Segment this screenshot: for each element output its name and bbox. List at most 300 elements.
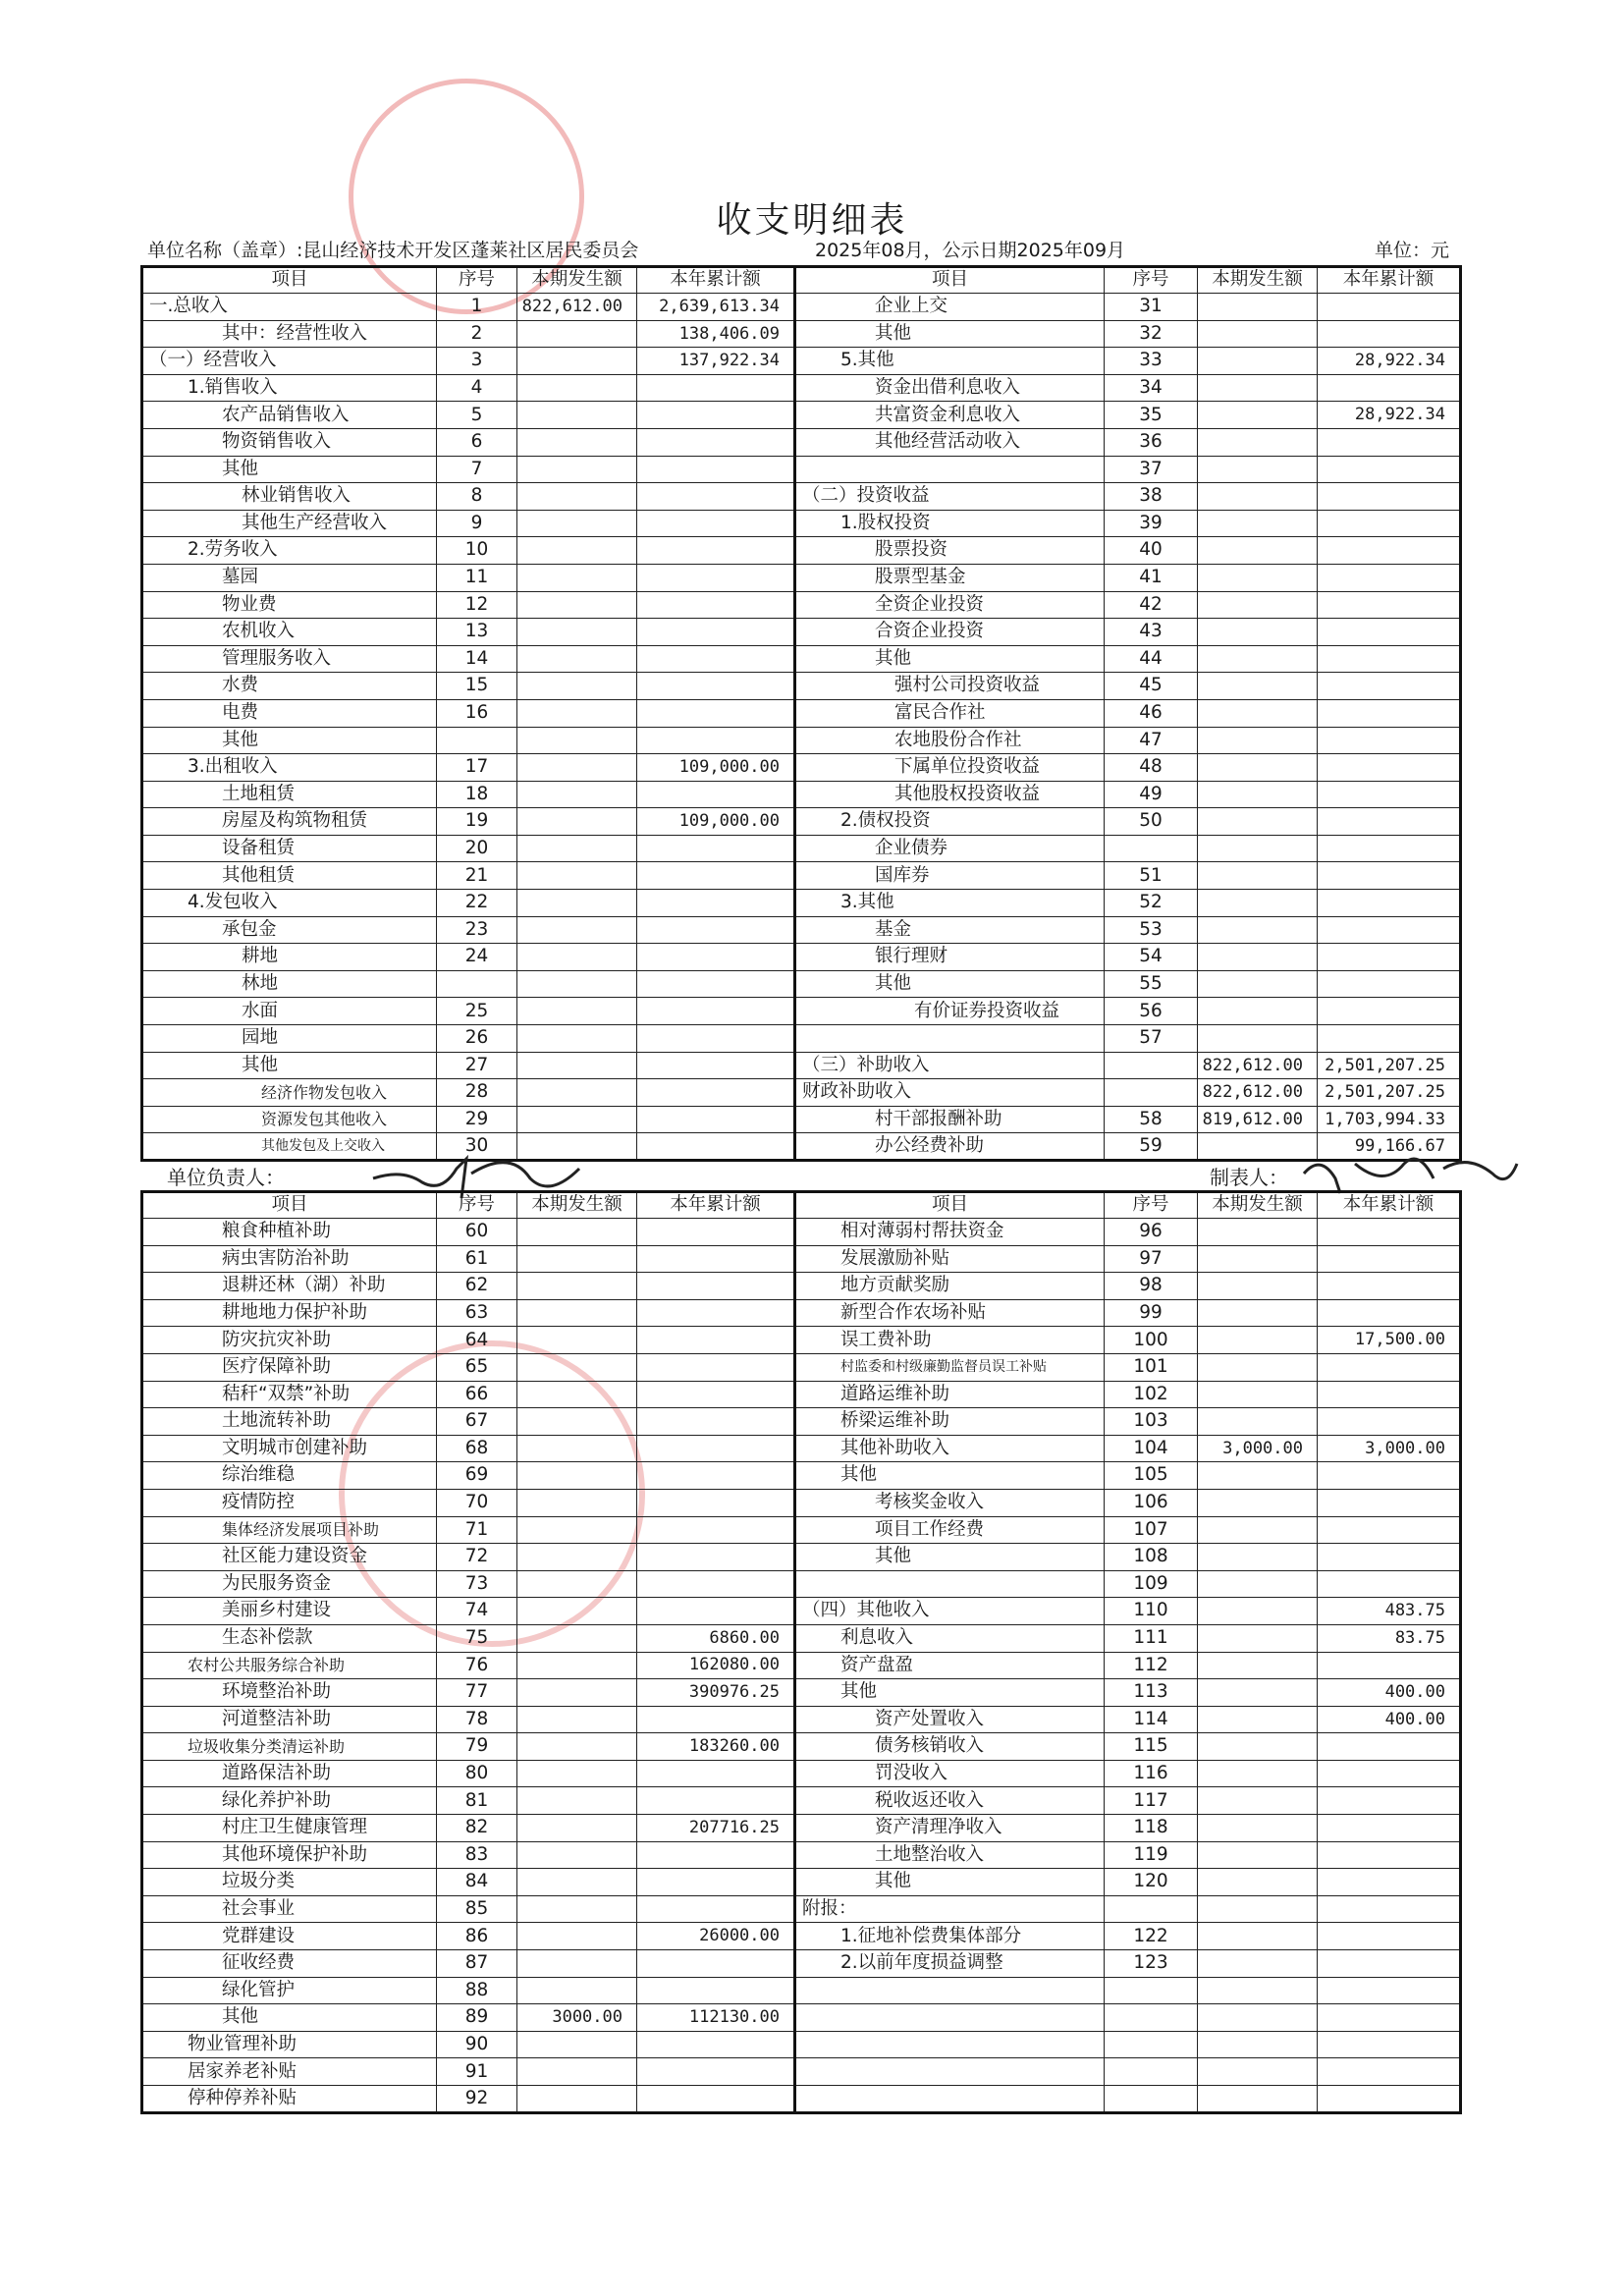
column-header-item: 项目 <box>795 1192 1105 1219</box>
current-amount-cell <box>1198 2086 1318 2113</box>
current-amount-cell <box>1198 591 1318 619</box>
ytd-amount-cell <box>1318 1245 1461 1273</box>
row-number-cell: 24 <box>437 944 517 971</box>
current-amount-cell <box>1198 781 1318 808</box>
row-number-cell: 38 <box>1105 483 1198 511</box>
current-amount-cell <box>1198 1950 1318 1978</box>
ytd-amount-cell: 2,501,207.25 <box>1318 1079 1461 1107</box>
row-number-cell: 79 <box>437 1733 517 1761</box>
row-number-cell: 113 <box>1105 1679 1198 1707</box>
table-row <box>142 1435 1461 1462</box>
row-number-cell: 122 <box>1105 1923 1198 1950</box>
row-number-cell: 17 <box>437 754 517 782</box>
item-name-cell: 耕地地力保护补助 <box>142 1299 437 1327</box>
item-name-cell: 集体经济发展项目补助 <box>142 1516 437 1544</box>
table-row <box>142 1353 1461 1381</box>
table-row <box>142 1516 1461 1544</box>
ytd-amount-cell <box>1318 1408 1461 1436</box>
current-amount-cell <box>517 890 637 917</box>
current-amount-cell <box>517 1895 637 1923</box>
item-name-cell: 党群建设 <box>142 1923 437 1950</box>
row-number-cell: 71 <box>437 1516 517 1544</box>
item-name-cell: 道路运维补助 <box>795 1381 1105 1408</box>
row-number-cell: 72 <box>437 1544 517 1571</box>
column-header-item: 项目 <box>795 267 1105 294</box>
current-amount-cell <box>1198 890 1318 917</box>
ytd-amount-cell <box>1318 1489 1461 1516</box>
table-row <box>142 862 1461 890</box>
row-number-cell: 34 <box>1105 374 1198 402</box>
ytd-amount-cell <box>637 564 795 591</box>
ytd-amount-cell <box>1318 1977 1461 2004</box>
current-amount-cell <box>517 699 637 727</box>
item-name-cell: 合资企业投资 <box>795 619 1105 646</box>
ytd-amount-cell: 162080.00 <box>637 1652 795 1679</box>
item-name-cell: 为民服务资金 <box>142 1570 437 1598</box>
current-amount-cell <box>1198 1327 1318 1354</box>
row-number-cell: 88 <box>437 1977 517 2004</box>
item-name-cell: 1.销售收入 <box>142 374 437 402</box>
table-row <box>142 510 1461 537</box>
column-header-current: 本期发生额 <box>517 267 637 294</box>
ytd-amount-cell <box>637 2086 795 2113</box>
item-name-cell: 环境整治补助 <box>142 1679 437 1707</box>
current-amount-cell <box>517 1841 637 1869</box>
item-name-cell: 物资销售收入 <box>142 428 437 456</box>
row-number-cell: 65 <box>437 1353 517 1381</box>
item-name-cell: 停种停养补贴 <box>142 2086 437 2113</box>
table-row <box>142 890 1461 917</box>
row-number-cell: 9 <box>437 510 517 537</box>
item-name-cell: 下属单位投资收益 <box>795 754 1105 782</box>
current-amount-cell <box>1198 1381 1318 1408</box>
current-amount-cell <box>517 1025 637 1053</box>
row-number-cell: 33 <box>1105 348 1198 375</box>
ytd-amount-cell <box>637 537 795 565</box>
current-amount-cell: 819,612.00 <box>1198 1106 1318 1133</box>
ytd-amount-cell <box>1318 699 1461 727</box>
ytd-amount-cell <box>1318 564 1461 591</box>
row-number-cell: 100 <box>1105 1327 1198 1354</box>
column-header-ytd: 本年累计额 <box>1318 1192 1461 1219</box>
row-number-cell: 32 <box>1105 320 1198 348</box>
current-amount-cell <box>1198 1841 1318 1869</box>
row-number-cell <box>437 970 517 998</box>
item-name-cell: 3.出租收入 <box>142 754 437 782</box>
item-name-cell: 林业销售收入 <box>142 483 437 511</box>
row-number-cell: 7 <box>437 456 517 483</box>
current-amount-cell <box>1198 1133 1318 1161</box>
ytd-amount-cell: 137,922.34 <box>637 348 795 375</box>
item-name-cell: 农产品销售收入 <box>142 402 437 429</box>
ytd-amount-cell: 83.75 <box>1318 1624 1461 1652</box>
item-name-cell: 文明城市创建补助 <box>142 1435 437 1462</box>
current-amount-cell <box>1198 1598 1318 1625</box>
item-name-cell: 资产处置收入 <box>795 1706 1105 1733</box>
item-name-cell: 企业债券 <box>795 835 1105 862</box>
item-name-cell: 发展激励补贴 <box>795 1245 1105 1273</box>
current-amount-cell <box>517 483 637 511</box>
row-number-cell: 18 <box>437 781 517 808</box>
table-row <box>142 1052 1461 1079</box>
current-amount-cell <box>517 1733 637 1761</box>
ytd-amount-cell <box>1318 835 1461 862</box>
row-number-cell: 42 <box>1105 591 1198 619</box>
ytd-amount-cell <box>1318 2031 1461 2058</box>
item-name-cell: 国库券 <box>795 862 1105 890</box>
current-amount-cell <box>517 1462 637 1490</box>
ytd-amount-cell <box>637 1408 795 1436</box>
table-row <box>142 970 1461 998</box>
current-amount-cell <box>1198 835 1318 862</box>
table-row <box>142 619 1461 646</box>
item-name-cell: 债务核销收入 <box>795 1733 1105 1761</box>
current-amount-cell <box>517 1950 637 1978</box>
current-amount-cell <box>517 591 637 619</box>
row-number-cell: 81 <box>437 1787 517 1815</box>
current-amount-cell <box>1198 1516 1318 1544</box>
current-amount-cell <box>517 1516 637 1544</box>
column-header-current: 本期发生额 <box>1198 267 1318 294</box>
item-name-cell: 其他 <box>795 1869 1105 1896</box>
item-name-cell: 考核奖金收入 <box>795 1489 1105 1516</box>
table-row <box>142 374 1461 402</box>
ytd-amount-cell <box>637 1544 795 1571</box>
table-row <box>142 998 1461 1025</box>
ytd-amount-cell <box>637 1273 795 1300</box>
item-name-cell: 其他 <box>142 2004 437 2032</box>
current-amount-cell: 822,612.00 <box>517 294 637 321</box>
item-name-cell: 3.其他 <box>795 890 1105 917</box>
table-row <box>142 2086 1461 2113</box>
ytd-amount-cell <box>637 1381 795 1408</box>
row-number-cell: 12 <box>437 591 517 619</box>
table-row <box>142 1245 1461 1273</box>
current-amount-cell <box>517 1652 637 1679</box>
ytd-amount-cell <box>637 835 795 862</box>
ytd-amount-cell <box>637 1841 795 1869</box>
ytd-amount-cell <box>1318 1787 1461 1815</box>
item-name-cell: 粮食种植补助 <box>142 1219 437 1246</box>
row-number-cell: 96 <box>1105 1219 1198 1246</box>
row-number-cell: 108 <box>1105 1544 1198 1571</box>
item-name-cell: 股票型基金 <box>795 564 1105 591</box>
item-name-cell: 园地 <box>142 1025 437 1053</box>
ytd-amount-cell <box>1318 591 1461 619</box>
column-header-item: 项目 <box>142 1192 437 1219</box>
current-amount-cell <box>517 456 637 483</box>
row-number-cell: 104 <box>1105 1435 1198 1462</box>
item-name-cell: 农机收入 <box>142 619 437 646</box>
item-name-cell: 物业管理补助 <box>142 2031 437 2058</box>
item-name-cell: 墓园 <box>142 564 437 591</box>
ytd-amount-cell <box>637 673 795 700</box>
current-amount-cell <box>1198 1299 1318 1327</box>
item-name-cell: 垃圾收集分类清运补助 <box>142 1733 437 1761</box>
current-amount-cell <box>517 1489 637 1516</box>
current-amount-cell <box>517 402 637 429</box>
row-number-cell: 52 <box>1105 890 1198 917</box>
row-number-cell: 119 <box>1105 1841 1198 1869</box>
ytd-amount-cell <box>637 402 795 429</box>
ytd-amount-cell <box>637 619 795 646</box>
row-number-cell: 76 <box>437 1652 517 1679</box>
ytd-amount-cell <box>1318 1570 1461 1598</box>
row-number-cell: 69 <box>437 1462 517 1490</box>
row-number-cell: 15 <box>437 673 517 700</box>
row-number-cell: 56 <box>1105 998 1198 1025</box>
current-amount-cell <box>1198 320 1318 348</box>
row-number-cell: 4 <box>437 374 517 402</box>
row-number-cell: 8 <box>437 483 517 511</box>
row-number-cell: 109 <box>1105 1570 1198 1598</box>
ytd-amount-cell <box>637 1895 795 1923</box>
current-amount-cell <box>1198 916 1318 944</box>
ytd-amount-cell <box>1318 294 1461 321</box>
column-header-no: 序号 <box>1105 267 1198 294</box>
ytd-amount-cell <box>637 1516 795 1544</box>
table-row <box>142 428 1461 456</box>
current-amount-cell <box>517 348 637 375</box>
ytd-amount-cell <box>1318 1516 1461 1544</box>
ytd-amount-cell <box>1318 890 1461 917</box>
ytd-amount-cell: 138,406.09 <box>637 320 795 348</box>
row-number-cell: 49 <box>1105 781 1198 808</box>
income-table-part2 <box>140 1190 1462 2114</box>
item-name-cell: 医疗保障补助 <box>142 1353 437 1381</box>
ytd-amount-cell <box>637 2058 795 2086</box>
current-amount-cell <box>517 1106 637 1133</box>
item-name-cell: 物业费 <box>142 591 437 619</box>
row-number-cell: 45 <box>1105 673 1198 700</box>
item-name-cell: （一）经营收入 <box>142 348 437 375</box>
ytd-amount-cell <box>637 1760 795 1787</box>
row-number-cell: 63 <box>437 1299 517 1327</box>
row-number-cell: 27 <box>437 1052 517 1079</box>
ytd-amount-cell <box>637 781 795 808</box>
item-name-cell: 电费 <box>142 699 437 727</box>
ytd-amount-cell <box>637 1079 795 1107</box>
current-amount-cell <box>1198 970 1318 998</box>
item-name-cell: 企业上交 <box>795 294 1105 321</box>
responsible-person-label: 单位负责人： <box>167 1166 285 1189</box>
item-name-cell: 承包金 <box>142 916 437 944</box>
row-number-cell: 40 <box>1105 537 1198 565</box>
row-number-cell: 48 <box>1105 754 1198 782</box>
row-number-cell: 99 <box>1105 1299 1198 1327</box>
current-amount-cell <box>1198 944 1318 971</box>
column-header-no: 序号 <box>437 1192 517 1219</box>
ytd-amount-cell <box>1318 1950 1461 1978</box>
item-name-cell: 其他发包及上交收入 <box>142 1133 437 1161</box>
ytd-amount-cell <box>637 1570 795 1598</box>
current-amount-cell <box>1198 1624 1318 1652</box>
item-name-cell: 利息收入 <box>795 1624 1105 1652</box>
table-row <box>142 1895 1461 1923</box>
table-row <box>142 1706 1461 1733</box>
ytd-amount-cell <box>1318 1544 1461 1571</box>
row-number-cell: 5 <box>437 402 517 429</box>
row-number-cell: 106 <box>1105 1489 1198 1516</box>
ytd-amount-cell <box>1318 428 1461 456</box>
current-amount-cell <box>517 1679 637 1707</box>
row-number-cell: 117 <box>1105 1787 1198 1815</box>
item-name-cell: 其他 <box>795 1679 1105 1707</box>
current-amount-cell <box>517 1706 637 1733</box>
item-name-cell: 农村公共服务综合补助 <box>142 1652 437 1679</box>
ytd-amount-cell <box>1318 1815 1461 1842</box>
current-amount-cell <box>517 537 637 565</box>
current-amount-cell <box>1198 1462 1318 1490</box>
current-amount-cell <box>517 1245 637 1273</box>
item-name-cell: 设备租赁 <box>142 835 437 862</box>
item-name-cell: 2.债权投资 <box>795 808 1105 836</box>
current-amount-cell <box>517 510 637 537</box>
item-name-cell: 其他股权投资收益 <box>795 781 1105 808</box>
ytd-amount-cell <box>1318 483 1461 511</box>
item-name-cell: 其他 <box>795 1462 1105 1490</box>
table-row <box>142 1598 1461 1625</box>
item-name-cell: 银行理财 <box>795 944 1105 971</box>
item-name-cell: 1.征地补偿费集体部分 <box>795 1923 1105 1950</box>
item-name-cell: 林地 <box>142 970 437 998</box>
ytd-amount-cell <box>1318 727 1461 754</box>
table-row <box>142 2058 1461 2086</box>
ytd-amount-cell <box>1318 1923 1461 1950</box>
ytd-amount-cell <box>637 1052 795 1079</box>
item-name-cell: 病虫害防治补助 <box>142 1245 437 1273</box>
ytd-amount-cell <box>637 1977 795 2004</box>
row-number-cell: 59 <box>1105 1133 1198 1161</box>
item-name-cell: 耕地 <box>142 944 437 971</box>
ytd-amount-cell <box>1318 537 1461 565</box>
table-row <box>142 2004 1461 2032</box>
current-amount-cell <box>1198 402 1318 429</box>
current-amount-cell <box>1198 1353 1318 1381</box>
ytd-amount-cell <box>1318 1652 1461 1679</box>
column-header-no: 序号 <box>437 267 517 294</box>
row-number-cell: 70 <box>437 1489 517 1516</box>
current-amount-cell <box>517 320 637 348</box>
item-name-cell: 资产清理净收入 <box>795 1815 1105 1842</box>
item-name-cell: 美丽乡村建设 <box>142 1598 437 1625</box>
table-row <box>142 1841 1461 1869</box>
row-number-cell: 90 <box>437 2031 517 2058</box>
unit-name-label: 单位名称（盖章）:昆山经济技术开发区蓬莱社区居民委员会 <box>147 240 639 261</box>
row-number-cell: 112 <box>1105 1652 1198 1679</box>
ytd-amount-cell: 483.75 <box>1318 1598 1461 1625</box>
item-name-cell <box>795 1025 1105 1053</box>
ytd-amount-cell: 109,000.00 <box>637 754 795 782</box>
table-row <box>142 1544 1461 1571</box>
current-amount-cell <box>517 1923 637 1950</box>
column-header-ytd: 本年累计额 <box>637 1192 795 1219</box>
row-number-cell: 1 <box>437 294 517 321</box>
row-number-cell: 58 <box>1105 1106 1198 1133</box>
ytd-amount-cell <box>637 970 795 998</box>
row-number-cell: 28 <box>437 1079 517 1107</box>
income-table-part1 <box>140 265 1462 1162</box>
row-number-cell: 85 <box>437 1895 517 1923</box>
ytd-amount-cell <box>1318 781 1461 808</box>
table-row <box>142 1025 1461 1053</box>
row-number-cell: 67 <box>437 1408 517 1436</box>
item-name-cell: 其他 <box>142 456 437 483</box>
row-number-cell: 75 <box>437 1624 517 1652</box>
row-number-cell <box>1105 1977 1198 2004</box>
ytd-amount-cell: 6860.00 <box>637 1624 795 1652</box>
current-amount-cell <box>517 1815 637 1842</box>
item-name-cell: 其他经营活动收入 <box>795 428 1105 456</box>
current-amount-cell <box>517 1977 637 2004</box>
ytd-amount-cell <box>637 456 795 483</box>
item-name-cell: 土地整治收入 <box>795 1841 1105 1869</box>
current-amount-cell <box>1198 1869 1318 1896</box>
period-label: 2025年08月，公示日期2025年09月 <box>815 240 1126 261</box>
row-number-cell: 46 <box>1105 699 1198 727</box>
row-number-cell: 115 <box>1105 1733 1198 1761</box>
item-name-cell: 其中：经营性收入 <box>142 320 437 348</box>
ytd-amount-cell <box>1318 916 1461 944</box>
current-amount-cell <box>517 2086 637 2113</box>
current-amount-cell: 3,000.00 <box>1198 1435 1318 1462</box>
current-amount-cell <box>517 1381 637 1408</box>
current-amount-cell <box>517 1598 637 1625</box>
current-amount-cell <box>1198 699 1318 727</box>
column-header-no: 序号 <box>1105 1192 1198 1219</box>
current-amount-cell <box>1198 1652 1318 1679</box>
table-row <box>142 483 1461 511</box>
item-name-cell: 新型合作农场补贴 <box>795 1299 1105 1327</box>
item-name-cell <box>795 1570 1105 1598</box>
row-number-cell: 89 <box>437 2004 517 2032</box>
row-number-cell: 73 <box>437 1570 517 1598</box>
ytd-amount-cell <box>1318 619 1461 646</box>
current-amount-cell: 822,612.00 <box>1198 1079 1318 1107</box>
ytd-amount-cell <box>637 1299 795 1327</box>
current-amount-cell <box>517 1869 637 1896</box>
row-number-cell: 84 <box>437 1869 517 1896</box>
item-name-cell: 农地股份合作社 <box>795 727 1105 754</box>
current-amount-cell <box>1198 808 1318 836</box>
ytd-amount-cell <box>1318 862 1461 890</box>
ytd-amount-cell <box>1318 1841 1461 1869</box>
row-number-cell: 54 <box>1105 944 1198 971</box>
row-number-cell: 97 <box>1105 1245 1198 1273</box>
row-number-cell: 6 <box>437 428 517 456</box>
item-name-cell: 社会事业 <box>142 1895 437 1923</box>
row-number-cell: 31 <box>1105 294 1198 321</box>
current-amount-cell <box>517 1052 637 1079</box>
item-name-cell: 垃圾分类 <box>142 1869 437 1896</box>
row-number-cell: 111 <box>1105 1624 1198 1652</box>
item-name-cell: （三）补助收入 <box>795 1052 1105 1079</box>
ytd-amount-cell <box>637 1219 795 1246</box>
row-number-cell: 80 <box>437 1760 517 1787</box>
table-row <box>142 1462 1461 1490</box>
table-row <box>142 1079 1461 1107</box>
table-row <box>142 294 1461 321</box>
item-name-cell: 资源发包其他收入 <box>142 1106 437 1133</box>
current-amount-cell <box>1198 1570 1318 1598</box>
current-amount-cell <box>1198 483 1318 511</box>
item-name-cell: 误工费补助 <box>795 1327 1105 1354</box>
current-amount-cell <box>1198 645 1318 673</box>
ytd-amount-cell <box>1318 2086 1461 2113</box>
current-amount-cell <box>1198 374 1318 402</box>
row-number-cell: 77 <box>437 1679 517 1707</box>
ytd-amount-cell <box>637 1435 795 1462</box>
